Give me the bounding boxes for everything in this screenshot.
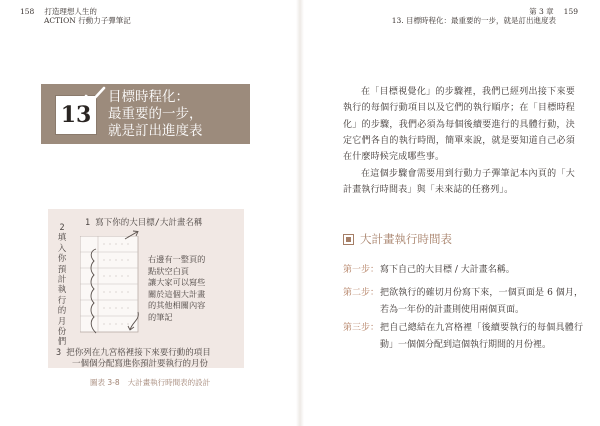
figure-caption-label: 圖表 3-8 — [90, 378, 120, 387]
chapter-title-line: 目標時程化： — [108, 89, 189, 105]
chapter-number-box: 13 — [55, 95, 97, 135]
figure-arrow-icon — [126, 310, 144, 332]
page-gutter — [296, 0, 304, 426]
step-item — [343, 262, 583, 279]
section-checkbox-icon — [343, 234, 354, 245]
figure-arrow-icon — [123, 229, 143, 241]
chapter-title-line: 最重要的一步， — [108, 106, 203, 122]
section-heading-text: 大計畫執行時間表 — [360, 232, 452, 246]
step-label: 第二步： — [343, 288, 380, 298]
chapter-title-line: 就是訂出進度表 — [108, 123, 203, 139]
figure-step1-text: 1 寫下你的大目標/大計畫名稱 — [85, 218, 203, 228]
figure-step3-text-line2: 一個個分配寫進你預計要執行的月份 — [72, 359, 209, 369]
figure-note-line: 關於這個大計畫 — [148, 288, 206, 299]
figure-note-line: 的其他相關內容 — [148, 300, 206, 311]
body-paragraph: 在這個步驟會需要用到行動力子彈筆記本內頁的「大計畫執行時間表」與「未來誌的任務列」。 — [343, 169, 575, 196]
right-running-header — [392, 7, 578, 25]
figure-note-line: 點狀空白頁 — [148, 265, 189, 276]
step-text: 把自己總結在九宮格裡「後續要執行的每個具體行動」一個個分配到這個執行期間的月份裡。 — [380, 323, 583, 350]
section-running-title: 13. 目標時程化：最重要的一步，就是訂出進度表 — [391, 16, 556, 25]
figure-step3-text: 3 把你列在九宮格裡接下來要行動的項目 — [56, 348, 211, 358]
step-label: 第一步： — [343, 265, 380, 275]
figure-note-line: 讓大家可以寫些 — [148, 277, 206, 288]
right-page-number: 159 — [563, 7, 578, 16]
chapter-title — [108, 89, 248, 140]
step-text: 把欲執行的確切月份寫下來，一個頁面是 6 個月，若為一年份的計畫則使用兩個頁面。 — [380, 288, 583, 315]
book-title-line1: 打造理想人生的 — [44, 7, 97, 16]
step-item — [343, 320, 583, 353]
figure-step2-vertical-text: 2填入你預計執行的月份們 — [57, 223, 67, 348]
step-item — [343, 285, 583, 318]
figure-caption — [90, 377, 210, 388]
left-running-header — [20, 7, 131, 25]
figure-bracket-icon — [86, 247, 100, 337]
body-paragraph: 在「目標視覺化」的步驟裡，我們已經列出接下來要執行的每個行動項目以及它們的執行順序；在「目標時程化」的步驟，我們必須為每個後續要進行的具體行動，決定它們各自的執行時間，簡單來說，就是要知道自己必須在什麼時候完成哪些事。 — [343, 87, 575, 163]
figure-note — [148, 254, 240, 324]
book-title-line2: ACTION 行動力子彈筆記 — [44, 16, 131, 25]
step-label: 第三步： — [343, 323, 380, 333]
checkmark-icon — [84, 86, 106, 104]
figure-caption-text: 大計畫執行時間表的設計 — [127, 378, 211, 387]
chapter-label: 第 3 章 — [529, 7, 554, 16]
figure-note-line: 的筆記 — [148, 311, 173, 322]
step-text: 寫下自己的大目標 / 大計畫名稱。 — [380, 265, 515, 275]
left-page-number: 158 — [20, 7, 35, 16]
figure-note-line: 右邊有一整頁的 — [148, 254, 206, 264]
section-heading — [343, 231, 452, 247]
